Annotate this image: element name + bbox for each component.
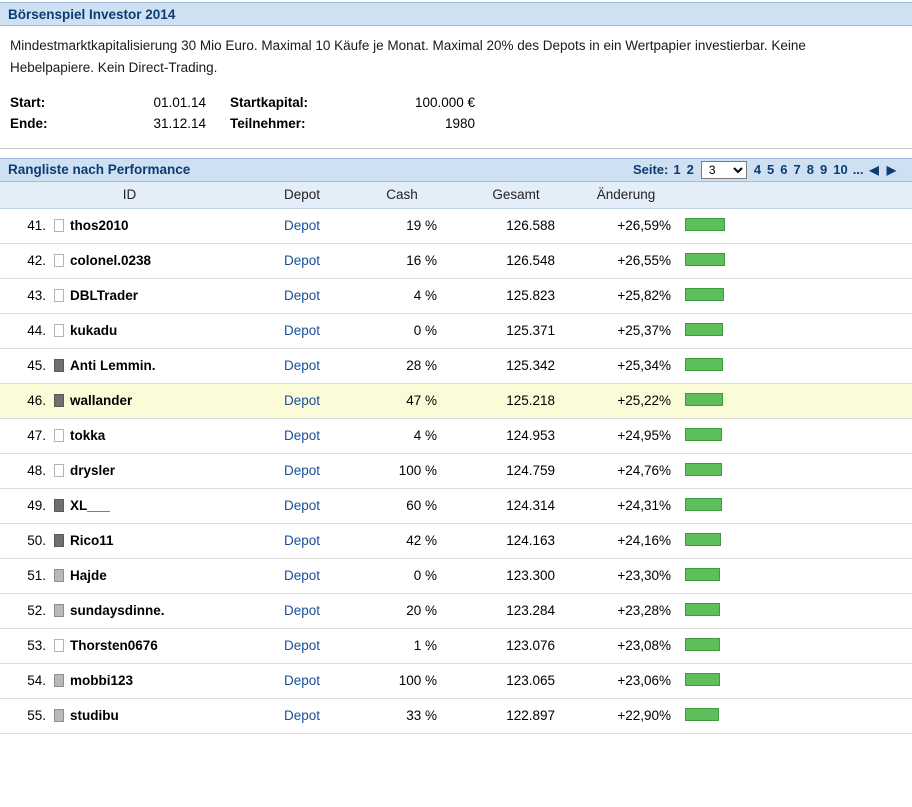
rank-position: 43. xyxy=(0,278,54,313)
change-value: +26,59% xyxy=(573,208,679,243)
rank-position: 45. xyxy=(0,348,54,383)
depot-cell xyxy=(259,593,345,628)
pagination xyxy=(633,161,904,179)
cash-value: 0 % xyxy=(345,558,459,593)
player-name: sundaysdinne. xyxy=(70,603,165,619)
page-link-10[interactable]: 10 xyxy=(833,162,848,178)
depot-link[interactable]: Depot xyxy=(283,568,321,584)
depot-cell xyxy=(259,663,345,698)
page-link-6[interactable]: 6 xyxy=(780,162,788,178)
table-row[interactable] xyxy=(0,558,912,593)
performance-bar-cell xyxy=(679,278,912,313)
pagination-ellipsis: ... xyxy=(852,162,864,178)
player-name: drysler xyxy=(70,463,116,479)
rank-position: 47. xyxy=(0,418,54,453)
total-value: 124.314 xyxy=(459,488,573,523)
performance-bar-cell xyxy=(679,698,912,733)
pagination-label: Seite: xyxy=(632,162,669,178)
ranking-table-header-row xyxy=(0,182,912,209)
rank-position: 49. xyxy=(0,488,54,523)
column-header-cash[interactable]: Cash xyxy=(345,182,459,209)
depot-link[interactable]: Depot xyxy=(283,358,321,374)
player-name: mobbi123 xyxy=(70,673,134,689)
performance-bar xyxy=(685,638,720,651)
depot-cell xyxy=(259,313,345,348)
page-link-1[interactable]: 1 xyxy=(673,162,681,178)
change-value: +23,08% xyxy=(573,628,679,663)
table-row[interactable] xyxy=(0,383,912,418)
change-value: +24,16% xyxy=(573,523,679,558)
player-id-cell xyxy=(54,243,259,278)
performance-bar xyxy=(685,603,720,616)
user-avatar-icon xyxy=(54,604,64,617)
depot-cell xyxy=(259,453,345,488)
ende-label: Ende: xyxy=(10,115,48,131)
prev-page-icon[interactable]: ◀ xyxy=(869,162,879,177)
change-value: +24,95% xyxy=(573,418,679,453)
user-avatar-icon xyxy=(54,499,64,512)
player-name: Hajde xyxy=(70,568,107,584)
change-value: +23,06% xyxy=(573,663,679,698)
table-row[interactable] xyxy=(0,418,912,453)
cash-value: 4 % xyxy=(345,418,459,453)
ende-value: 31.12.14 xyxy=(153,115,206,131)
rules-description: Mindestmarktkapitalisierung 30 Mio Euro. Maximal 10 Käufe je Monat. Maximal 20% des Depots in ein Wertpapier investierbar. Keine Hebelpapiere. Kein Direct-Trading. xyxy=(10,38,806,76)
depot-link[interactable]: Depot xyxy=(283,708,321,724)
ranking-table xyxy=(0,182,912,734)
column-header-bar xyxy=(679,182,912,209)
rank-position: 54. xyxy=(0,663,54,698)
table-row[interactable] xyxy=(0,488,912,523)
player-name: tokka xyxy=(70,428,106,444)
player-name: DBLTrader xyxy=(70,288,139,304)
performance-bar-cell xyxy=(679,243,912,278)
page-link-7[interactable]: 7 xyxy=(793,162,801,178)
depot-link[interactable]: Depot xyxy=(283,603,321,619)
page-link-5[interactable]: 5 xyxy=(767,162,775,178)
performance-bar xyxy=(685,393,723,406)
teilnehmer-value: 1980 xyxy=(444,115,475,131)
page-link-9[interactable]: 9 xyxy=(819,162,828,178)
depot-link[interactable]: Depot xyxy=(283,288,321,304)
performance-bar xyxy=(685,428,722,441)
performance-bar xyxy=(685,323,723,336)
table-row[interactable] xyxy=(0,313,912,348)
depot-cell xyxy=(259,278,345,313)
depot-cell xyxy=(259,488,345,523)
cash-value: 0 % xyxy=(345,313,459,348)
change-value: +22,90% xyxy=(573,698,679,733)
cash-value: 42 % xyxy=(345,523,459,558)
user-avatar-icon xyxy=(54,569,64,582)
player-id-cell xyxy=(54,523,259,558)
cash-value: 16 % xyxy=(345,243,459,278)
player-id-cell xyxy=(54,593,259,628)
player-id-cell xyxy=(54,698,259,733)
rank-position: 44. xyxy=(0,313,54,348)
user-avatar-icon xyxy=(54,464,64,477)
change-value: +23,30% xyxy=(573,558,679,593)
performance-bar-cell xyxy=(679,208,912,243)
table-row[interactable] xyxy=(0,348,912,383)
column-header-gesamt[interactable]: Gesamt xyxy=(459,182,573,209)
user-avatar-icon xyxy=(54,674,64,687)
player-id-cell xyxy=(54,453,259,488)
next-page-icon[interactable]: ▶ xyxy=(886,162,896,177)
table-row[interactable] xyxy=(0,523,912,558)
depot-link[interactable]: Depot xyxy=(283,393,321,409)
page-title: Börsenspiel Investor 2014 xyxy=(8,6,176,22)
player-id-cell xyxy=(54,278,259,313)
performance-bar-cell xyxy=(679,348,912,383)
table-row[interactable] xyxy=(0,453,912,488)
depot-link[interactable]: Depot xyxy=(283,673,321,689)
performance-bar xyxy=(685,253,725,266)
performance-bar xyxy=(685,288,724,301)
player-name: Rico11 xyxy=(70,533,114,549)
performance-bar xyxy=(685,218,725,231)
performance-bar xyxy=(685,463,722,476)
performance-bar-cell xyxy=(679,488,912,523)
change-value: +23,28% xyxy=(573,593,679,628)
depot-cell xyxy=(259,418,345,453)
depot-link[interactable]: Depot xyxy=(283,218,321,234)
depot-cell xyxy=(259,698,345,733)
user-avatar-icon xyxy=(54,359,64,372)
total-value: 124.953 xyxy=(459,418,573,453)
page-link-2[interactable]: 2 xyxy=(686,162,694,178)
player-name: kukadu xyxy=(70,323,118,339)
performance-bar xyxy=(685,568,720,581)
performance-bar-cell xyxy=(679,523,912,558)
cash-value: 4 % xyxy=(345,278,459,313)
change-value: +25,34% xyxy=(573,348,679,383)
page-title-bar xyxy=(0,2,912,26)
player-id-cell xyxy=(54,418,259,453)
user-avatar-icon xyxy=(54,254,64,267)
player-name: XL___ xyxy=(70,498,110,514)
table-row[interactable] xyxy=(0,243,912,278)
page-select[interactable] xyxy=(701,161,747,179)
user-avatar-icon xyxy=(54,709,64,722)
player-name: wallander xyxy=(70,393,133,409)
depot-link[interactable]: Depot xyxy=(283,428,321,444)
user-avatar-icon xyxy=(54,394,64,407)
rank-position: 52. xyxy=(0,593,54,628)
total-value: 125.823 xyxy=(459,278,573,313)
total-value: 123.284 xyxy=(459,593,573,628)
start-label: Start: xyxy=(10,94,46,110)
player-name: thos2010 xyxy=(70,218,129,234)
depot-link[interactable]: Depot xyxy=(283,533,321,549)
user-avatar-icon xyxy=(54,324,64,337)
user-avatar-icon xyxy=(54,639,64,652)
cash-value: 100 % xyxy=(345,663,459,698)
depot-cell xyxy=(259,523,345,558)
meta-row-ende xyxy=(10,113,475,134)
rank-position: 51. xyxy=(0,558,54,593)
total-value: 126.548 xyxy=(459,243,573,278)
cash-value: 100 % xyxy=(345,453,459,488)
depot-link[interactable]: Depot xyxy=(283,638,321,654)
divider xyxy=(0,148,912,149)
change-value: +25,82% xyxy=(573,278,679,313)
rank-position: 41. xyxy=(0,208,54,243)
user-avatar-icon xyxy=(54,219,64,232)
rank-position: 53. xyxy=(0,628,54,663)
depot-cell xyxy=(259,243,345,278)
rank-position: 55. xyxy=(0,698,54,733)
performance-bar-cell xyxy=(679,593,912,628)
startkapital-label: Startkapital: xyxy=(230,94,309,110)
player-id-cell xyxy=(54,628,259,663)
performance-bar-cell xyxy=(679,383,912,418)
depot-link[interactable]: Depot xyxy=(283,253,321,269)
column-header-id[interactable]: ID xyxy=(0,182,259,209)
total-value: 125.342 xyxy=(459,348,573,383)
table-row[interactable] xyxy=(0,663,912,698)
column-header-depot[interactable]: Depot xyxy=(259,182,345,209)
cash-value: 33 % xyxy=(345,698,459,733)
table-row[interactable] xyxy=(0,208,912,243)
total-value: 123.300 xyxy=(459,558,573,593)
change-value: +25,22% xyxy=(573,383,679,418)
depot-link[interactable]: Depot xyxy=(283,498,321,514)
depot-cell xyxy=(259,558,345,593)
page-root xyxy=(0,2,912,807)
page-link-8[interactable]: 8 xyxy=(806,162,814,178)
performance-bar xyxy=(685,358,723,371)
performance-bar xyxy=(685,498,722,511)
rank-position: 50. xyxy=(0,523,54,558)
meta-row-start xyxy=(10,92,475,113)
table-row[interactable] xyxy=(0,593,912,628)
player-name: Thorsten0676 xyxy=(70,638,158,654)
player-id-cell xyxy=(54,313,259,348)
change-value: +24,76% xyxy=(573,453,679,488)
user-avatar-icon xyxy=(54,534,64,547)
rank-position: 42. xyxy=(0,243,54,278)
total-value: 123.065 xyxy=(459,663,573,698)
total-value: 124.163 xyxy=(459,523,573,558)
performance-bar-cell xyxy=(679,628,912,663)
total-value: 126.588 xyxy=(459,208,573,243)
depot-link[interactable]: Depot xyxy=(283,463,321,479)
performance-bar-cell xyxy=(679,453,912,488)
change-value: +26,55% xyxy=(573,243,679,278)
ranking-title: Rangliste nach Performance xyxy=(8,162,191,178)
performance-bar-cell xyxy=(679,418,912,453)
ranking-table-body xyxy=(0,208,912,733)
teilnehmer-label: Teilnehmer: xyxy=(230,115,306,131)
total-value: 125.371 xyxy=(459,313,573,348)
depot-link[interactable]: Depot xyxy=(283,323,321,339)
depot-cell xyxy=(259,383,345,418)
total-value: 125.218 xyxy=(459,383,573,418)
player-id-cell xyxy=(54,663,259,698)
player-id-cell xyxy=(54,208,259,243)
performance-bar xyxy=(685,673,720,686)
change-value: +24,31% xyxy=(573,488,679,523)
performance-bar xyxy=(685,708,719,721)
cash-value: 28 % xyxy=(345,348,459,383)
total-value: 123.076 xyxy=(459,628,573,663)
player-id-cell xyxy=(54,383,259,418)
player-id-cell xyxy=(54,558,259,593)
performance-bar-cell xyxy=(679,313,912,348)
cash-value: 47 % xyxy=(345,383,459,418)
rank-position: 48. xyxy=(0,453,54,488)
cash-value: 60 % xyxy=(345,488,459,523)
rank-position: 46. xyxy=(0,383,54,418)
player-id-cell xyxy=(54,348,259,383)
performance-bar-cell xyxy=(679,558,912,593)
ranking-header-bar xyxy=(0,158,912,182)
player-name: studibu xyxy=(70,708,119,724)
contest-meta-table xyxy=(10,92,475,134)
user-avatar-icon xyxy=(54,429,64,442)
start-value: 01.01.14 xyxy=(153,94,206,110)
table-row[interactable] xyxy=(0,698,912,733)
depot-cell xyxy=(259,348,345,383)
startkapital-value: 100.000 € xyxy=(414,94,475,110)
cash-value: 19 % xyxy=(345,208,459,243)
cash-value: 1 % xyxy=(345,628,459,663)
player-name: Anti Lemmin. xyxy=(70,358,156,374)
depot-cell xyxy=(259,628,345,663)
performance-bar-cell xyxy=(679,663,912,698)
depot-cell xyxy=(259,208,345,243)
column-header-aenderung[interactable]: Änderung xyxy=(573,182,679,209)
cash-value: 20 % xyxy=(345,593,459,628)
total-value: 122.897 xyxy=(459,698,573,733)
player-id-cell xyxy=(54,488,259,523)
change-value: +25,37% xyxy=(573,313,679,348)
table-row[interactable] xyxy=(0,628,912,663)
performance-bar xyxy=(685,533,721,546)
table-row[interactable] xyxy=(0,278,912,313)
player-name: colonel.0238 xyxy=(70,253,152,269)
total-value: 124.759 xyxy=(459,453,573,488)
page-link-4[interactable]: 4 xyxy=(753,162,762,178)
user-avatar-icon xyxy=(54,289,64,302)
